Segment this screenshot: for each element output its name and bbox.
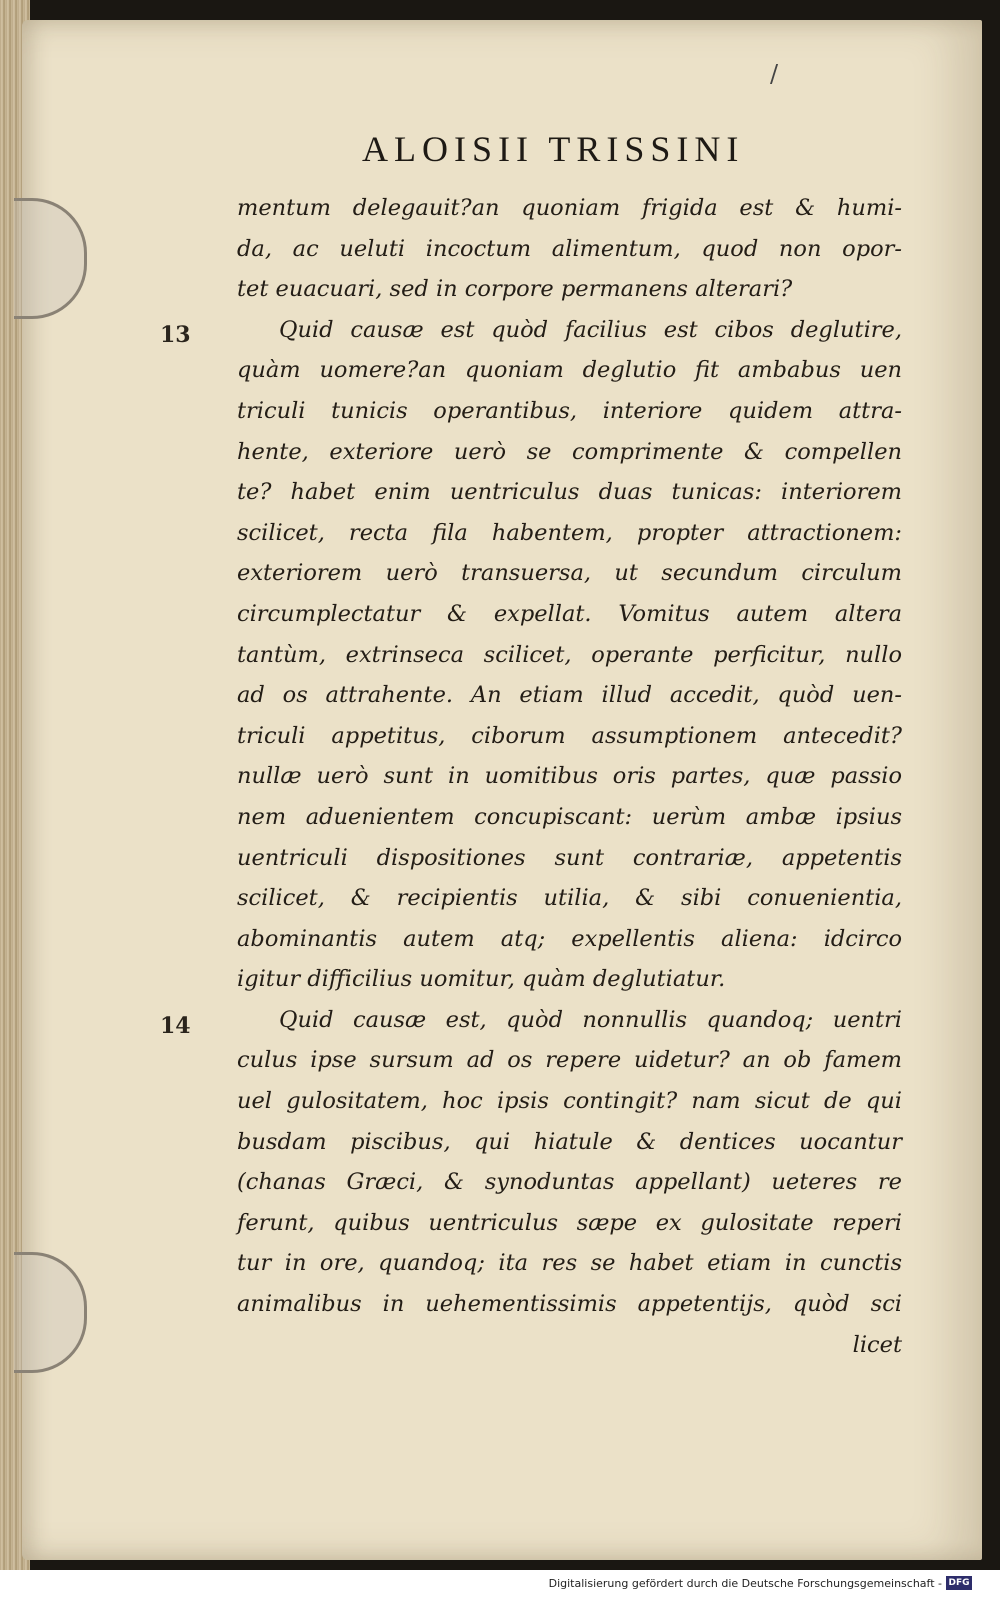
- text-line: exteriorem uerò transuersa, ut secundum circulum: [237, 560, 902, 587]
- text-line: quàm uomere?an quoniam deglutio fit ambabus uen: [237, 357, 902, 384]
- text-line: abominantis autem atq; expellentis aliena: idcirco: [237, 925, 902, 952]
- text-line: triculi tunicis operantibus, interiore quidem attra-: [237, 397, 902, 424]
- footer-credit: Digitalisierung gefördert durch die Deutsche Forschungsgemeinschaft -: [548, 1577, 942, 1590]
- book-page: [22, 20, 982, 1560]
- text-line: nem aduenientem concupiscant: uerùm ambæ ipsius: [237, 803, 902, 830]
- text-line: igitur difficilius uomitur, quàm deglutiatur.: [237, 966, 726, 993]
- text-line: tantùm, extrinseca scilicet, operante perficitur, nullo: [237, 641, 902, 668]
- text-line: scilicet, recta fila habentem, propter attractionem:: [237, 519, 902, 546]
- text-line: animalibus in uehementissimis appetentijs, quòd sci: [237, 1291, 902, 1318]
- text-line: ferunt, quibus uentriculus sæpe ex gulositate reperi: [237, 1209, 902, 1236]
- text-line: nullæ uerò sunt in uomitibus oris partes, quæ passio: [237, 763, 902, 790]
- text-line: uentriculi dispositiones sunt contrariæ, appetentis: [237, 844, 902, 871]
- text-line: triculi appetitus, ciborum assumptionem antecedit?: [237, 722, 902, 749]
- text-line: uel gulositatem, hoc ipsis contingit? nam sicut de qui: [237, 1088, 902, 1115]
- text-line: da, ac ueluti incoctum alimentum, quod non opor-: [237, 235, 902, 262]
- body-text: [237, 188, 902, 1365]
- section-number-13: 13: [160, 322, 191, 348]
- text-line: mentum delegauit?an quoniam frigida est & humi-: [237, 195, 902, 221]
- digitization-footer: [0, 1570, 1000, 1598]
- text-line: circumplectatur & expellat. Vomitus autem altera: [237, 600, 902, 627]
- catchword: licet: [852, 1331, 902, 1358]
- text-line: scilicet, & recipientis utilia, & sibi conuenientia,: [237, 885, 902, 912]
- text-line: ad os attrahente. An etiam illud accedit, quòd uen-: [237, 682, 902, 709]
- text-line: (chanas Græci, & synoduntas appellant) ueteres re: [237, 1169, 902, 1196]
- section-number-14: 14: [160, 1013, 191, 1039]
- page-clip-bottom: [14, 1252, 87, 1373]
- text-line: Quid causæ est, quòd nonnullis quandoq; uentri: [279, 1006, 902, 1033]
- text-line: hente, exteriore uerò se comprimente & compellen: [237, 438, 902, 465]
- text-line: busdam piscibus, qui hiatule & dentices uocantur: [237, 1128, 902, 1155]
- running-head: ALOISII TRISSINI: [362, 129, 745, 169]
- text-line: te? habet enim uentriculus duas tunicas: interiorem: [237, 479, 902, 506]
- page-clip-top: [14, 198, 87, 319]
- text-line: tet euacuari, sed in corpore permanens alterari?: [237, 276, 793, 303]
- text-line: Quid causæ est quòd facilius est cibos deglutire,: [279, 316, 902, 343]
- text-line: culus ipse sursum ad os repere uidetur? an ob famem: [237, 1047, 902, 1074]
- dfg-logo: DFG: [946, 1576, 972, 1590]
- text-line: tur in ore, quandoq; ita res se habet etiam in cunctis: [237, 1250, 902, 1277]
- corner-mark: /: [770, 60, 779, 88]
